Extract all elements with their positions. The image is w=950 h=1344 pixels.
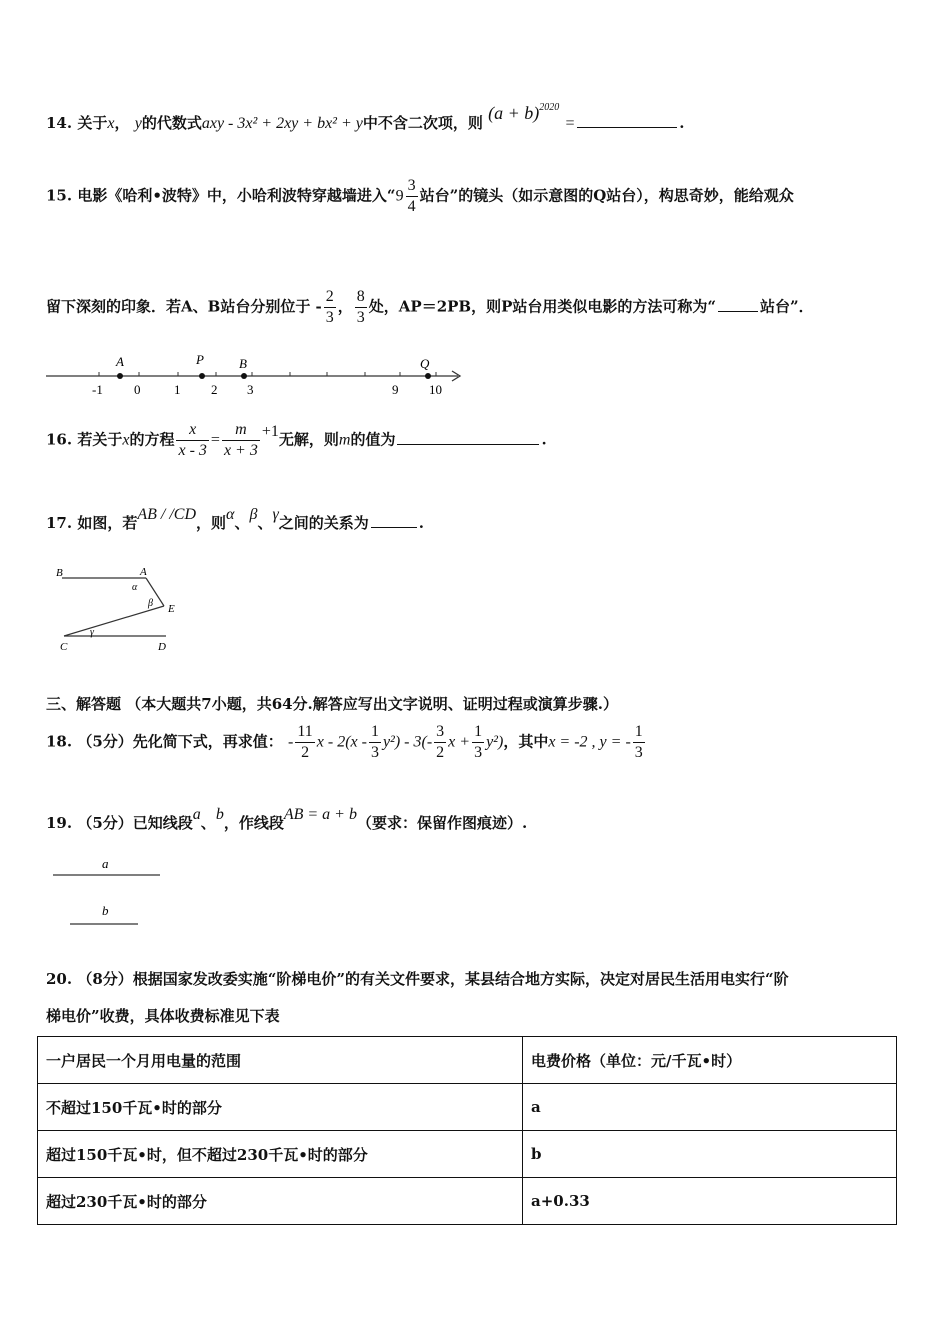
line-EC <box>64 606 164 636</box>
number-line-figure <box>40 350 470 400</box>
table-row <box>38 1131 897 1178</box>
tick-label: 2 <box>211 382 218 397</box>
label-E: E <box>168 603 175 615</box>
segments-figure <box>50 852 170 932</box>
question-number: 14. <box>46 114 73 132</box>
mixed-fraction: $\frac{3}{4}$ <box>407 177 416 215</box>
segment-a-label: a <box>102 856 109 871</box>
tick-label: 1 <box>174 382 181 397</box>
label-P: P <box>196 352 204 367</box>
table-header-row <box>38 1037 897 1084</box>
table-row <box>38 1084 897 1131</box>
table-row <box>38 1178 897 1225</box>
table-header: 电费价格（单位：元/千瓦•时） <box>523 1037 897 1084</box>
point-P <box>199 373 205 379</box>
tick-label: 0 <box>134 382 141 397</box>
label-A: A <box>116 354 124 369</box>
tick-label: 3 <box>247 382 254 397</box>
tick-label: 9 <box>392 382 399 397</box>
answer-blank <box>577 126 677 128</box>
question-14: 14. 关于x， y的代数式axy - 3x² + 2xy + bx² + y中不含二次项，则 $(a + b)^{2020}$ = . <box>46 102 685 132</box>
electricity-fee-table <box>37 1036 897 1225</box>
question-16: 16. 若关于x的方程 $\frac{x}{x - 3}$ = $\frac{m}{x + 3}$ +1无解，则m的值为 . <box>46 421 547 459</box>
point-A <box>117 373 123 379</box>
question-number: 19. <box>46 814 73 832</box>
answer-blank <box>371 526 417 528</box>
label-D: D <box>158 641 166 653</box>
table-cell: b <box>523 1131 897 1178</box>
question-number: 15. <box>46 186 73 205</box>
section-3-heading: 三、解答题 （本大题共7小题，共64分.解答应写出文字说明、证明过程或演算步骤.） <box>46 695 619 713</box>
table-cell: a <box>523 1084 897 1131</box>
angle-beta: β <box>148 598 153 609</box>
label-A: A <box>140 566 147 578</box>
question-19: 19. （5分）已知线段a、b，作线段AB = a + b（要求：保留作图痕迹）. <box>46 806 528 832</box>
table-cell: 超过150千瓦•时，但不超过230千瓦•时的部分 <box>38 1131 523 1178</box>
question-20-line-2: 梯电价”收费，具体收费标准见下表 <box>46 1007 280 1025</box>
question-18: 18. （5分）先化简下式，再求值： - $\frac{11}{2}$ x - 2(x - $\frac{1}{3}$ y²) - 3(- $\frac{3}{2}$ x + $\frac{1}{3}$ y²)，其中x = -2 , y = - $\frac{1}{3}$ <box>46 723 643 761</box>
answer-blank <box>397 443 539 445</box>
question-number: 18. <box>46 732 73 751</box>
question-15-line-1: 15. 电影《哈利•波特》中，小哈利波特穿越墙进入“9 $\frac{3}{4}$ 站台”的镜头（如示意图的Q站台），构思奇妙，能给观众 <box>46 177 794 215</box>
table-cell: 超过230千瓦•时的部分 <box>38 1178 523 1225</box>
label-B: B <box>239 356 247 371</box>
table-header: 一户居民一个月用电量的范围 <box>38 1037 523 1084</box>
tick-label: -1 <box>92 382 103 397</box>
question-number: 16. <box>46 430 73 449</box>
label-Q: Q <box>420 356 430 371</box>
point-Q <box>425 373 431 379</box>
angle-alpha: α <box>132 582 138 593</box>
tick-label: 10 <box>429 382 442 397</box>
label-B: B <box>56 567 63 579</box>
question-number: 17. <box>46 514 73 532</box>
angle-gamma: γ <box>90 627 94 638</box>
question-17: 17. 如图，若AB / /CD，则α、β、γ之间的关系为 . <box>46 506 425 532</box>
question-20-line-1: 20. （8分）根据国家发改委实施“阶梯电价”的有关文件要求，某县结合地方实际，决定对居民生活用电实行“阶 <box>46 970 789 988</box>
point-B <box>241 373 247 379</box>
label-C: C <box>60 641 68 653</box>
question-15-line-2: 留下深刻的印象．若A、B站台分别位于 - $\frac{2}{3}$ ， $\frac{8}{3}$ 处，AP＝2PB，则P站台用类似电影的方法可称为“ 站台”． <box>46 288 814 326</box>
table-cell: a+0.33 <box>523 1178 897 1225</box>
algebraic-expression: axy - 3x² + 2xy + bx² + y <box>201 115 363 132</box>
segment-b-label: b <box>102 903 109 918</box>
answer-blank <box>718 310 758 312</box>
parallel-lines-figure <box>50 562 190 658</box>
table-cell: 不超过150千瓦•时的部分 <box>38 1084 523 1131</box>
